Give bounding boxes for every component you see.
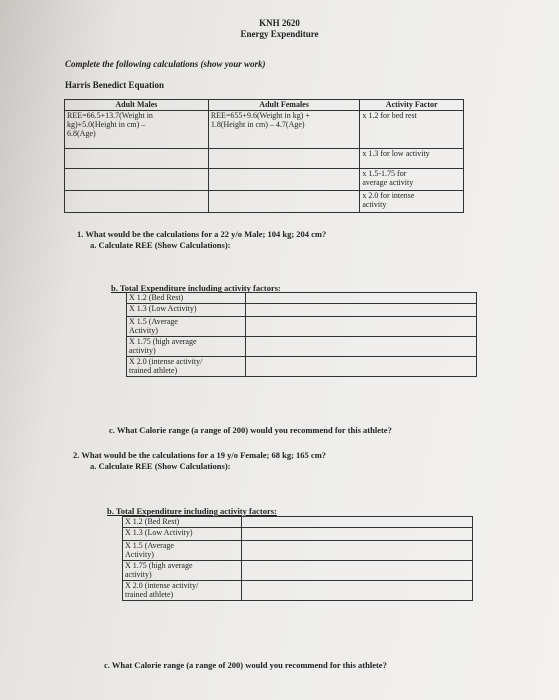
row-intense-line2: trained athlete) (129, 366, 178, 375)
empty-cell (65, 169, 209, 191)
question-1: 1. What would be the calculations for a 22 y/o Male; 104 kg; 204 cm? (77, 229, 327, 239)
af-intense-line1: x 2.0 for intense (362, 191, 415, 200)
male-equation-line3: 6.8(Age) (67, 129, 96, 138)
empty-cell (208, 149, 360, 169)
row-intense-line2: trained athlete) (125, 590, 174, 599)
row-intense-label (123, 581, 242, 601)
section-title: Harris Benedict Equation (65, 80, 165, 90)
activity-factor-bed-rest: x 1.2 for bed rest (360, 111, 464, 149)
question-1c: c. What Calorie range (a range of 200) would you recommend for this athlete? (109, 425, 392, 435)
instructions: Complete the following calculations (show your work) (65, 59, 266, 69)
female-equation-line1: REE=655+9.6(Weight in kg) + (210, 111, 310, 120)
empty-cell (65, 191, 209, 213)
answer-cell[interactable] (242, 561, 473, 581)
activity-factor-low: x 1.3 for low activity (360, 149, 464, 169)
activity-table-1 (126, 292, 477, 377)
answer-cell[interactable] (246, 317, 477, 337)
answer-cell[interactable] (242, 517, 473, 528)
row-low-activity-label: X 1.3 (Low Activity) (127, 304, 246, 317)
row-intense-line1: X 2.0 (intense activity/ (129, 357, 203, 366)
af-average-line1: x 1.5-1.75 for (362, 169, 407, 178)
row-average-line1: X 1.5 (Average (125, 541, 174, 550)
male-equation-cell (65, 111, 209, 149)
answer-cell[interactable] (246, 337, 477, 357)
row-intense-label (127, 357, 246, 377)
af-intense-line2: activity (362, 200, 387, 209)
empty-cell (208, 191, 360, 213)
row-low-activity-label: X 1.3 (Low Activity) (123, 528, 242, 541)
header-activity-factor: Activity Factor (360, 100, 464, 111)
question-1b: b. Total Expenditure including activity factors: (111, 283, 281, 293)
question-1a: a. Calculate REE (Show Calculations): (90, 240, 231, 250)
course-code: KNH 2620 (259, 18, 300, 28)
row-high-average-line2: activity) (125, 570, 152, 579)
page-title: Energy Expenditure (240, 29, 319, 39)
activity-table-2 (122, 516, 473, 601)
answer-cell[interactable] (242, 528, 473, 541)
empty-cell (208, 169, 360, 191)
answer-cell[interactable] (242, 541, 473, 561)
activity-factor-intense (360, 191, 464, 213)
question-2: 2. What would be the calculations for a 19 y/o Female; 68 kg; 165 cm? (73, 450, 327, 460)
answer-cell[interactable] (242, 581, 473, 601)
row-average-line2: Activity) (129, 326, 158, 335)
row-high-average-label (123, 561, 242, 581)
male-equation-line1: REE=66.5+13.7(Weight in (67, 111, 153, 120)
activity-factor-average (360, 169, 464, 191)
female-equation-line2: 1.8(Height in cm) – 4.7(Age) (210, 120, 305, 129)
row-high-average-line1: X 1.75 (high average (125, 561, 193, 570)
question-2a: a. Calculate REE (Show Calculations): (90, 461, 231, 471)
row-average-label (123, 541, 242, 561)
row-bed-rest-label: X 1.2 (Bed Rest) (123, 517, 242, 528)
row-average-line1: X 1.5 (Average (129, 317, 178, 326)
row-high-average-line2: activity) (129, 346, 156, 355)
row-intense-line1: X 2.0 (intense activity/ (125, 581, 199, 590)
row-high-average-label (127, 337, 246, 357)
af-average-line2: average activity (362, 178, 414, 187)
row-bed-rest-label: X 1.2 (Bed Rest) (127, 293, 246, 304)
harris-benedict-table (64, 99, 464, 213)
answer-cell[interactable] (246, 304, 477, 317)
male-equation-line2: kg)+5.0(Height in cm) – (67, 120, 146, 129)
header-adult-females: Adult Females (208, 100, 360, 111)
row-high-average-line1: X 1.75 (high average (129, 337, 197, 346)
answer-cell[interactable] (246, 293, 477, 304)
header-adult-males: Adult Males (65, 100, 209, 111)
empty-cell (65, 149, 209, 169)
question-2b: b. Total Expenditure including activity factors: (107, 506, 277, 516)
question-2c: c. What Calorie range (a range of 200) would you recommend for this athlete? (104, 660, 387, 670)
row-average-line2: Activity) (125, 550, 154, 559)
answer-cell[interactable] (246, 357, 477, 377)
female-equation-cell (208, 111, 360, 149)
row-average-label (127, 317, 246, 337)
